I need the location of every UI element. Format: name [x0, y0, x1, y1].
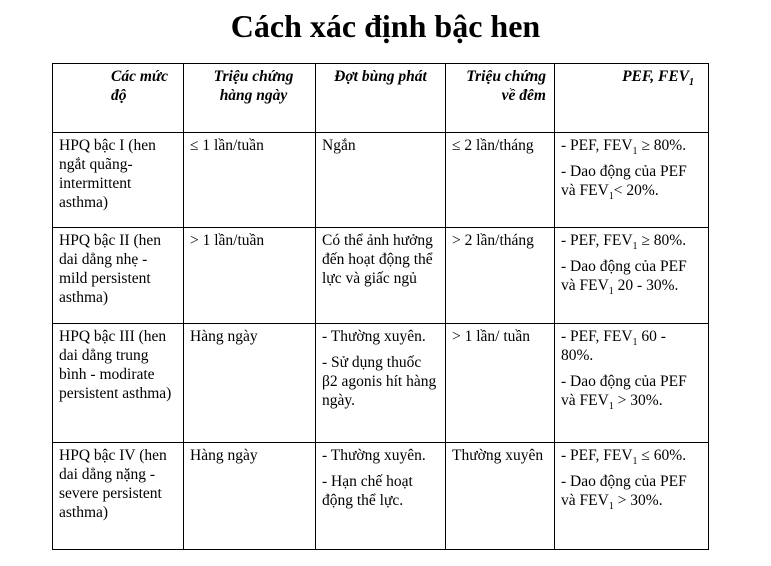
daytime-cell: Hàng ngày — [184, 443, 316, 550]
pef-text — [561, 136, 702, 158]
header-night-symptoms: Triệu chứng về đêm — [446, 64, 555, 133]
pef-text-pre: - Dao động của PEF và FEV — [561, 373, 687, 409]
exacerbation-cell — [316, 443, 446, 550]
night-cell: > 1 lần/ tuần — [446, 324, 555, 443]
pef-text-post: ≥ 80%. — [637, 137, 687, 154]
fev-subscript: 1 — [608, 401, 614, 413]
pef-text-pre: - PEF, FEV — [561, 137, 633, 154]
night-cell: Thường xuyên — [446, 443, 555, 550]
fev-subscript: 1 — [608, 191, 614, 203]
pef-text-post: 20 - 30%. — [613, 277, 679, 294]
header-pef-subscript: 1 — [689, 77, 694, 89]
exacerbation-text: - Thường xuyên. — [322, 328, 426, 345]
level-cell: HPQ bậc III (hen dai dẳng trung bình - modirate persistent asthma) — [53, 324, 184, 443]
level-cell: HPQ bậc II (hen dai dẳng nhẹ - mild persistent asthma) — [53, 228, 184, 324]
pef-text-pre: - PEF, FEV — [561, 232, 633, 249]
fev-subscript: 1 — [632, 241, 638, 253]
pef-text — [561, 446, 702, 468]
table-row — [53, 324, 709, 443]
fev-subscript: 1 — [632, 146, 638, 158]
pef-cell — [555, 228, 709, 324]
pef-cell — [555, 443, 709, 550]
pef-text — [561, 257, 702, 298]
daytime-cell: Hàng ngày — [184, 324, 316, 443]
header-pef-fev — [555, 64, 709, 133]
pef-text — [561, 372, 702, 413]
fev-subscript: 1 — [608, 501, 614, 513]
level-cell: HPQ bậc IV (hen dai dẳng nặng - severe persistent asthma) — [53, 443, 184, 550]
pef-cell — [555, 324, 709, 443]
daytime-cell: > 1 lần/tuần — [184, 228, 316, 324]
exacerbation-text: - Thường xuyên. — [322, 447, 426, 464]
daytime-cell: ≤ 1 lần/tuần — [184, 133, 316, 228]
pef-text-post: 60 - 80%. — [561, 328, 666, 364]
pef-text — [561, 162, 702, 203]
pef-text — [561, 231, 702, 253]
asthma-severity-table — [52, 63, 709, 550]
exacerbation-text: - Sử dụng thuốc β2 agonis hít hàng ngày. — [322, 354, 437, 409]
fev-subscript: 1 — [632, 456, 638, 468]
header-row — [53, 64, 709, 133]
exacerbation-cell — [316, 324, 446, 443]
exacerbation-text: Ngắn — [322, 137, 356, 154]
table-row — [53, 133, 709, 228]
page-title: Cách xác định bậc hen — [230, 8, 541, 44]
fev-subscript: 1 — [632, 337, 638, 349]
table-row — [53, 228, 709, 324]
night-cell: > 2 lần/tháng — [446, 228, 555, 324]
pef-cell — [555, 133, 709, 228]
exacerbation-text: Có thể ảnh hưởng đến hoạt động thể lực và giấc ngủ — [322, 232, 433, 287]
pef-text-post: < 20%. — [613, 182, 659, 199]
pef-text-post: > 30%. — [613, 392, 663, 409]
pef-text-pre: - Dao động của PEF và FEV — [561, 163, 687, 199]
pef-text — [561, 472, 702, 513]
fev-subscript: 1 — [608, 286, 614, 298]
exacerbation-cell — [316, 228, 446, 324]
pef-text-post: > 30%. — [613, 492, 663, 509]
header-pef-label: PEF, FEV — [622, 68, 689, 85]
pef-text-pre: - PEF, FEV — [561, 447, 633, 464]
pef-text-pre: - Dao động của PEF và FEV — [561, 258, 687, 294]
table-row — [53, 443, 709, 550]
header-level: Các mức độ — [53, 64, 184, 133]
pef-text-pre: - PEF, FEV — [561, 328, 633, 345]
header-exacerbation: Đợt bùng phát — [316, 64, 446, 133]
exacerbation-cell — [316, 133, 446, 228]
pef-text-post: ≤ 60%. — [637, 447, 687, 464]
night-cell: ≤ 2 lần/tháng — [446, 133, 555, 228]
level-cell: HPQ bậc I (hen ngắt quãng- intermittent asthma) — [53, 133, 184, 228]
pef-text — [561, 327, 702, 365]
pef-text-pre: - Dao động của PEF và FEV — [561, 473, 687, 509]
pef-text-post: ≥ 80%. — [637, 232, 687, 249]
header-daytime-symptoms: Triệu chứng hàng ngày — [184, 64, 316, 133]
exacerbation-text: - Hạn chế hoạt động thể lực. — [322, 473, 413, 509]
